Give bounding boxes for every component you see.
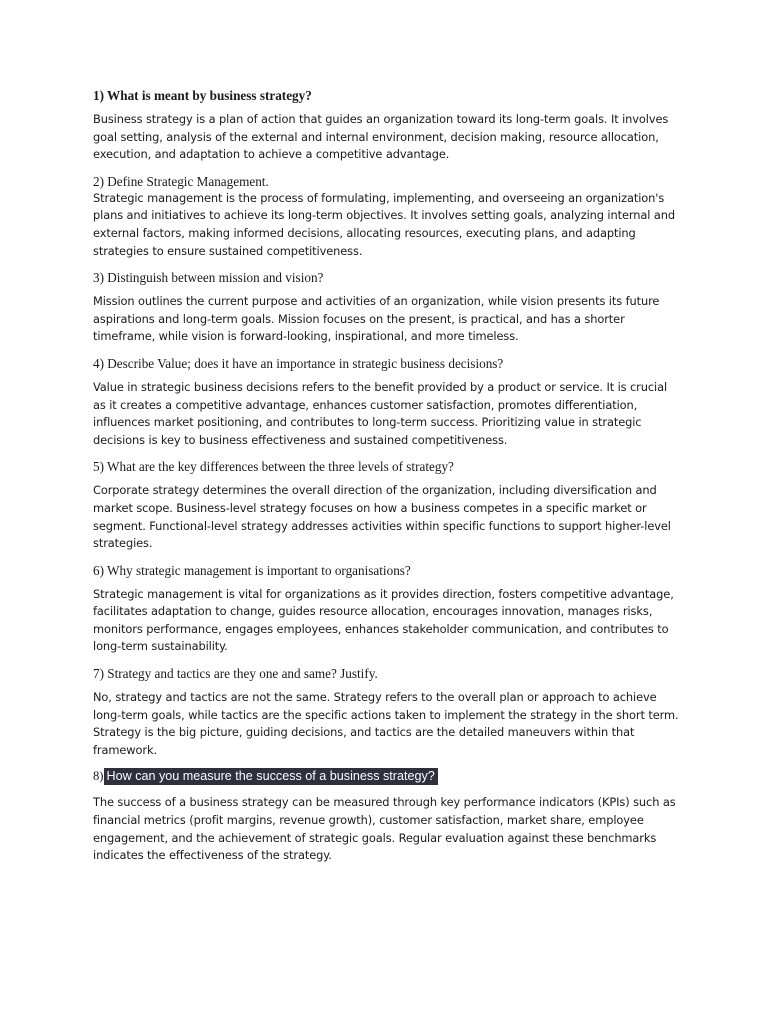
answer-7: No, strategy and tactics are not the same. Strategy refers to the overall plan or approach to achieve long-term goals, while tactics are the specific actions taken to implement the strategy in the short term. Strategy is the big picture, guiding decisions, and tactics are the detailed maneuvers within that framework.	[93, 690, 679, 757]
question-5: 5) What are the key differences between the three levels of strategy?	[93, 459, 454, 475]
question-8-highlighted-text[interactable]: How can you measure the success of a business strategy?	[104, 768, 438, 785]
question-1: 1) What is meant by business strategy?	[93, 88, 312, 103]
question-8-number: 8)	[93, 769, 104, 784]
answer-2: Strategic management is the process of formulating, implementing, and overseeing an organization's plans and initiatives to achieve its long-term objectives. It involves setting goals, analyzing internal and external factors, making informed decisions, allocating resources, executing plans, and adapting strategies to ensure sustained competitiveness.	[93, 190, 675, 258]
question-6: 6) Why strategic management is important to organisations?	[93, 562, 411, 578]
question-7: 7) Strategy and tactics are they one and same? Justify.	[93, 666, 378, 682]
answer-6: Strategic management is vital for organizations as it provides direction, fosters competitive advantage, facilitates adaptation to change, guides resource allocation, encourages innovation, manages risks, monitors performance, engages employees, enhances stakeholder communication, and contributes to long-term sustainability.	[93, 586, 674, 654]
answer-8: The success of a business strategy can be measured through key performance indicators (KPIs) such as financial metrics (profit margins, revenue growth), customer satisfaction, market share, employee engagement, and the achievement of strategic goals. Regular evaluation against these benchmarks indicates the effectiveness of the strategy.	[93, 795, 676, 863]
answer-4: Value in strategic business decisions refers to the benefit provided by a product or service. It is crucial as it creates a competitive advantage, enhances customer satisfaction, promotes differentiation, influences market positioning, and contributes to long-term success. Prioritizing value in strategic decisions is key to business effectiveness and sustained competitiveness.	[93, 379, 668, 447]
question-3: 3) Distinguish between mission and vision?	[93, 270, 324, 286]
document-page	[93, 87, 683, 874]
answer-5: Corporate strategy determines the overall direction of the organization, including diversification and market scope. Business-level strategy focuses on how a business competes in a specific market or segment. Functional-level strategy addresses activities within specific functions to support higher-level strategies.	[93, 483, 671, 551]
question-4: 4) Describe Value; does it have an importance in strategic business decisions?	[93, 355, 504, 371]
answer-3: Mission outlines the current purpose and activities of an organization, while vision presents its future aspirations and long-term goals. Mission focuses on the present, is practical, and has a shorter timeframe, while vision is forward-looking, inspirational, and more timeless.	[93, 294, 660, 344]
answer-1: Business strategy is a plan of action that guides an organization toward its long-term goals. It involves goal setting, analysis of the external and internal environment, decision making, resource allocation, execution, and adaptation to achieve a competitive advantage.	[93, 112, 669, 162]
question-8	[93, 768, 683, 785]
question-2: 2) Define Strategic Management.	[93, 173, 269, 189]
